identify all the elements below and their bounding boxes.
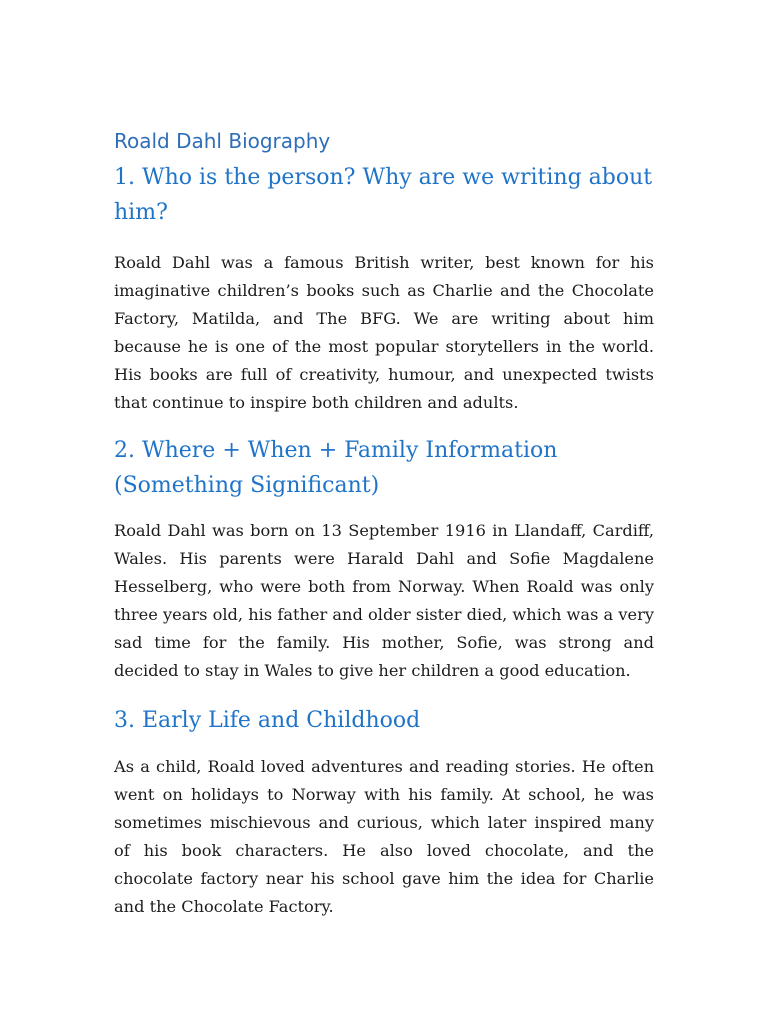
document-page (114, 126, 654, 921)
section-heading-who: 1. Who is the person? Why are we writing about him? (114, 165, 653, 225)
section-body-who: Roald Dahl was a famous British writer, best known for his imaginative children’s books such as Charlie and the Chocolate Factory, Matilda, and The BFG. We are writing about him because he is one of the most popular storytellers in the world. His books are full of creativity, humour, and unexpected twists that continue to inspire both children and adults. (114, 253, 654, 412)
section-body-early-life: As a child, Roald loved adventures and reading stories. He often went on holidays to Norway with his family. At school, he was sometimes mischievous and curious, which later inspired many of his book characters. He also loved chocolate, and the chocolate factory near his school gave him the idea for Charlie and the Chocolate Factory. (114, 757, 654, 916)
section-heading-where-when: 2. Where + When + Family Information (Something Significant) (114, 438, 558, 498)
section-heading-early-life: 3. Early Life and Childhood (114, 708, 421, 733)
section-body-where-when: Roald Dahl was born on 13 September 1916 in Llandaff, Cardiff, Wales. His parents were Harald Dahl and Sofie Magdalene Hesselberg, who were both from Norway. When Roald was only three years old, his father and older sister died, which was a very sad time for the family. His mother, Sofie, was strong and decided to stay in Wales to give her children a good education. (114, 521, 654, 680)
document-title: Roald Dahl Biography (114, 129, 331, 153)
